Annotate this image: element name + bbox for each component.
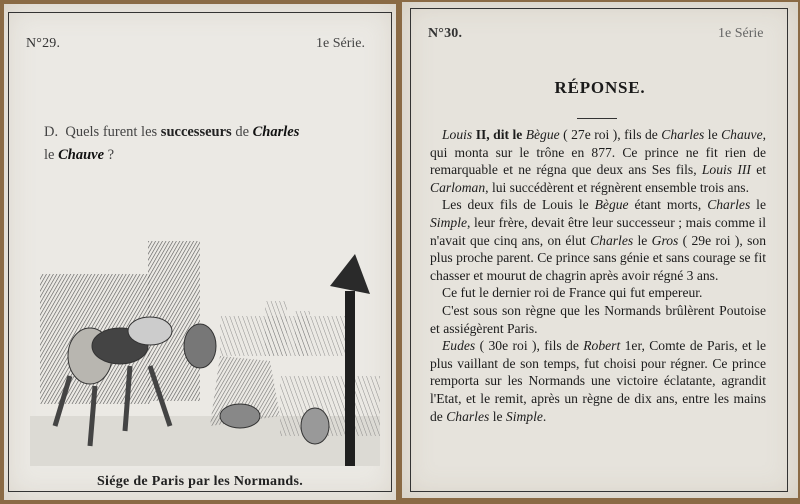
question-italic: Chauve <box>58 147 105 163</box>
answer-segment: , qui monta sur le trône en 877. Ce prince ne fit rien de remarquable et ne régna que deux ans Ses fils, <box>430 127 767 178</box>
answer-segment: Les deux fils de Louis le <box>442 197 595 213</box>
siege-illustration <box>30 236 380 466</box>
answer-title: RÉPONSE. <box>554 78 646 97</box>
answer-segment: Bègue <box>525 127 560 142</box>
answer-segment: le <box>750 197 766 213</box>
answer-segment: le <box>704 127 722 142</box>
answer-segment: C'est sous son règne que les Normands brûlèrent Poutoise et assiégèrent Paris. <box>430 302 766 336</box>
answer-segment: , lui succédèrent et régnèrent ensemble trois ans. <box>485 179 749 195</box>
answer-segment: Charles <box>590 232 634 248</box>
title-rule <box>577 118 617 119</box>
answer-card <box>402 2 798 498</box>
card-number: N°30. <box>428 26 463 41</box>
answer-paragraph <box>430 196 766 284</box>
answer-segment: ( 30e roi ), fils de <box>475 338 584 354</box>
answer-segment: Louis <box>442 127 473 142</box>
question-prefix: D. <box>44 124 59 140</box>
answer-segment: ( 27e roi ), fils de <box>559 127 662 142</box>
series-label: 1e Série. <box>316 36 365 51</box>
question-bold: successeurs <box>160 124 232 140</box>
answer-segment: Gros <box>651 232 679 248</box>
answer-segment: et <box>750 162 767 178</box>
answer-segment: II, dit le <box>472 127 526 142</box>
question-card <box>4 4 396 500</box>
signpost-roof <box>330 254 370 294</box>
answer-segment: . <box>542 408 547 424</box>
answer-segment: Eudes <box>442 338 476 354</box>
answer-segment: ( 29e roi ), son plus proche parent. Ce prince sans génie et sans courage se fit chasser et mourut de chagrin après avoir régné 3 ans. <box>430 232 766 283</box>
answer-segment: Charles <box>446 408 490 424</box>
distant-city <box>220 301 350 356</box>
question-part: le <box>44 147 55 163</box>
answer-paragraph <box>430 337 766 425</box>
answer-segment: , leur frère, devait être leur successeur ; mais comme il n'avait que cinq ans, on élut <box>430 214 766 248</box>
question-part: Quels furent les <box>65 124 158 140</box>
answer-segment: Chauve <box>721 127 763 142</box>
answer-paragraph <box>430 126 766 196</box>
signpost <box>345 291 355 466</box>
question-part: de <box>235 124 249 140</box>
answer-segment: Simple <box>505 408 543 424</box>
question-italic: Charles <box>252 124 300 140</box>
answer-segment: Ce fut le dernier roi de France qui fut empereur. <box>442 285 703 301</box>
question-text <box>44 121 364 167</box>
answer-text <box>430 126 766 425</box>
answer-segment: Charles <box>661 127 705 142</box>
answer-segment: étant morts, <box>628 197 708 213</box>
illustration-caption: Siége de Paris par les Normands. <box>96 474 304 489</box>
answer-paragraph <box>430 302 766 337</box>
answer-segment: Charles <box>707 197 751 213</box>
answer-paragraph <box>430 284 766 302</box>
question-mark: ? <box>107 147 115 163</box>
answer-segment: Bègue <box>594 197 629 213</box>
answer-segment: Simple <box>430 214 467 230</box>
card-number: N°29. <box>26 36 61 51</box>
answer-segment: le <box>489 408 506 424</box>
answer-segment: Carloman <box>430 179 486 195</box>
answer-segment: 1er, Comte de Paris, et le plus vaillant de son temps, fut choisi pour régner. Ce prince remporta sur les Normands une victoire éclatante, agrandit l'Etat, et le remit, après un règne de dix ans, entre les mains de <box>430 338 766 424</box>
answer-segment: Louis III <box>701 162 751 178</box>
series-label: 1e Série <box>718 26 764 41</box>
answer-segment: le <box>633 232 652 248</box>
answer-segment: Robert <box>583 338 621 354</box>
